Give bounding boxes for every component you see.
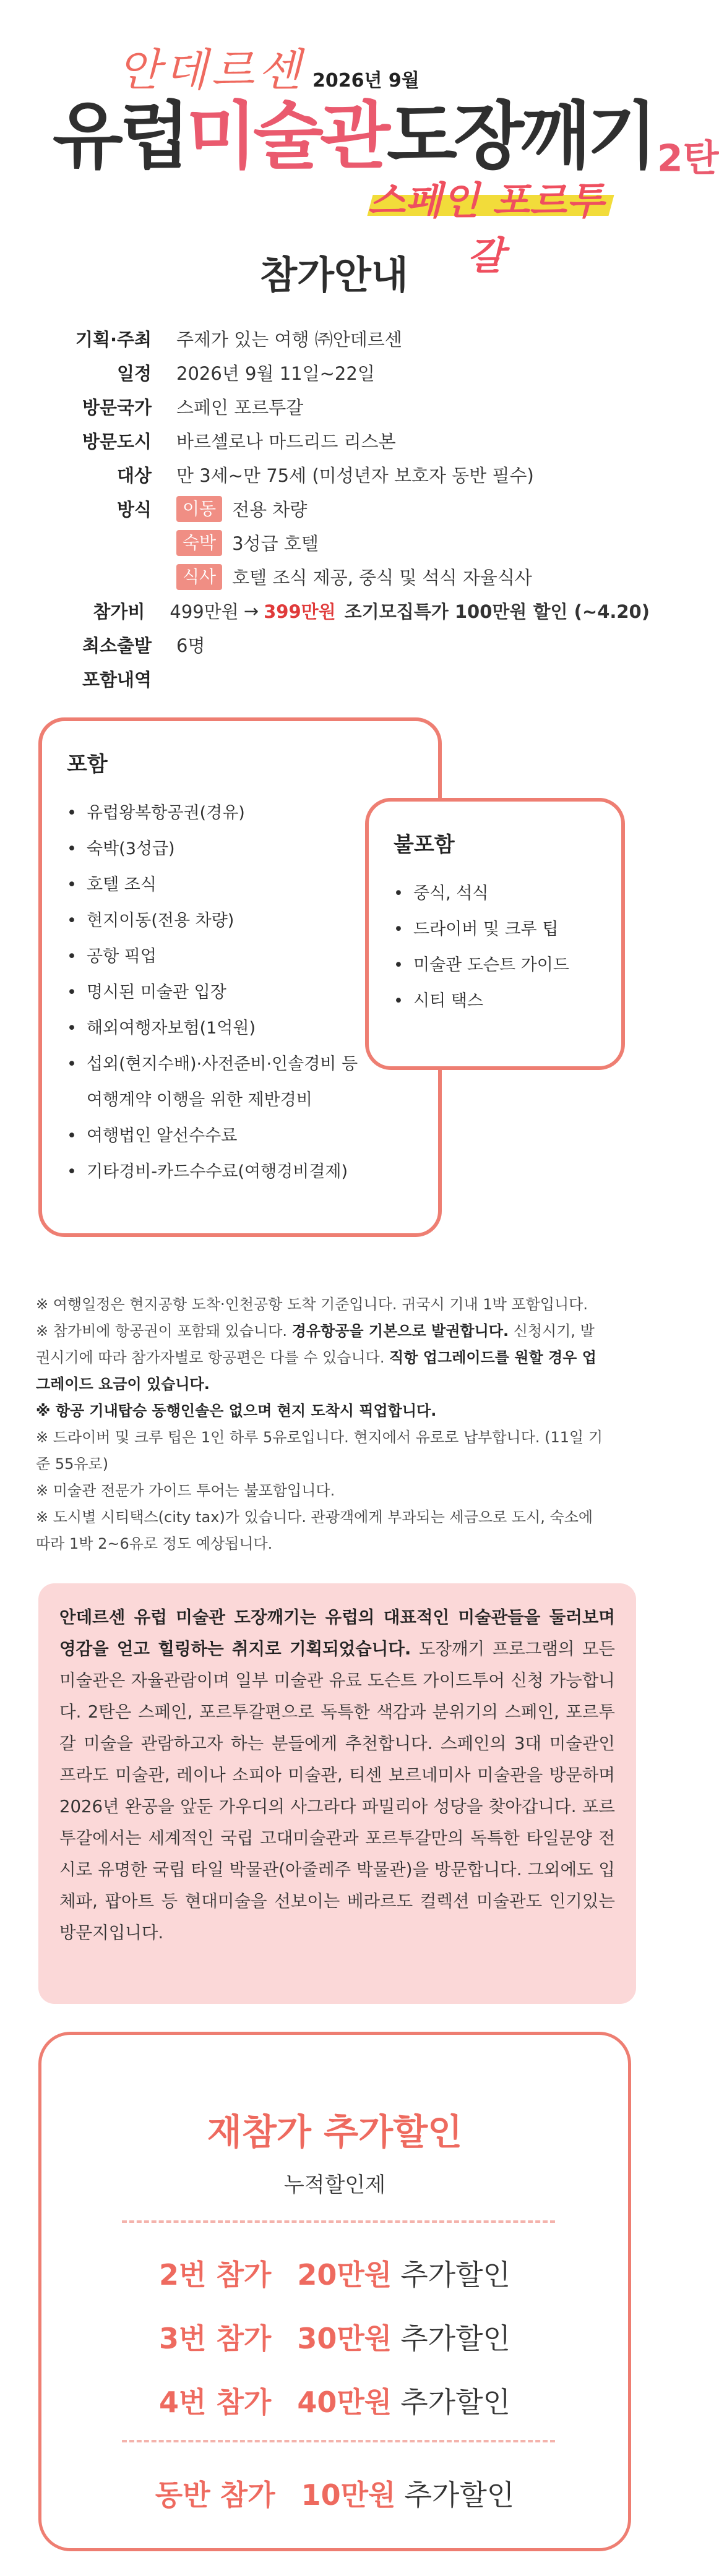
note-line: ※ 드라이버 및 크루 팁은 1인 하루 5유로입니다. 현지에서 유로로 납부합니다. (11일 기: [36, 1429, 603, 1446]
info-row-method: [31, 492, 650, 526]
info-row-included: [31, 662, 650, 696]
excluded-box: [365, 798, 625, 1070]
title-part-europe: 유럽: [53, 93, 186, 179]
promo-text: 조기모집특가 100만원 할인 (~4.20): [344, 601, 650, 622]
discount-suffix: 추가할인: [400, 2322, 510, 2355]
list-item: • 시티 택스: [394, 983, 604, 1019]
fee-value: [170, 598, 650, 623]
note-line: [36, 1371, 636, 1398]
title-part-museum: 미술관: [186, 93, 387, 179]
included-list: [67, 795, 413, 1082]
info-value: 바르셀로나 마드리드 리스본: [176, 431, 396, 452]
note-bold: 직항 업그레이드를 원할 경우 업: [389, 1349, 596, 1366]
list-item: • 해외여행자보험(1억원): [67, 1011, 413, 1046]
info-value: 주제가 있는 여행 ㈜안데르센: [176, 329, 402, 350]
info-label: 방문국가: [82, 397, 152, 418]
title-part-number: 2탄: [657, 137, 719, 181]
note-text: 신청시기, 발: [509, 1322, 595, 1340]
info-label: 방식: [116, 499, 152, 520]
discount-row-companion: [41, 2473, 628, 2514]
list-item: • 기타경비-카드수수료(여행경비결제): [67, 1154, 413, 1190]
note-line: [36, 1345, 636, 1371]
discount-count: 3번 참가: [159, 2322, 272, 2355]
method-text: 호텔 조식 제공, 중식 및 석식 자율식사: [232, 567, 532, 588]
note-line: 준 55유로): [36, 1455, 109, 1473]
discount-amount: 20만원: [297, 2258, 392, 2291]
info-row-method: [31, 526, 650, 560]
list-item: • 중식, 석식: [394, 876, 604, 912]
note-line: 따라 1박 2~6유로 정도 예상됩니다.: [36, 1535, 273, 1552]
included-heading: 포함: [67, 752, 108, 777]
note-line: ※ 도시별 시티택스(city tax)가 있습니다. 관광객에게 부과되는 세금으로 도시, 숙소에: [36, 1508, 593, 1526]
method-tag: 숙박: [176, 530, 222, 556]
info-label: 최소출발: [82, 635, 152, 656]
note-line: [36, 1398, 636, 1424]
discount-amount: 40만원: [297, 2386, 392, 2419]
info-label: 포함내역: [82, 669, 152, 690]
list-item: • 미술관 도슨트 가이드: [394, 948, 604, 983]
excluded-list: [394, 876, 604, 1019]
discount-suffix: 추가할인: [400, 2258, 510, 2291]
list-item: • 섭외(현지수배)·사전준비·인솔경비 등: [67, 1046, 413, 1082]
note-bold: 그레이드 요금이 있습니다.: [36, 1376, 210, 1393]
list-item: • 공항 픽업: [67, 939, 413, 975]
discount-heading: 재참가 추가할인: [207, 2111, 463, 2153]
discount-row: [41, 2253, 628, 2293]
list-item-continued: 여행계약 이행을 위한 제반경비: [87, 1090, 312, 1110]
year-month-label: 2026년 9월: [312, 70, 420, 92]
discount-suffix: 추가할인: [400, 2386, 510, 2419]
list-item: • 여행법인 알선수수료: [67, 1118, 413, 1154]
info-row-cities: [31, 424, 650, 458]
section-title: 참가안내: [260, 252, 408, 297]
info-row-organizer: [31, 322, 650, 356]
info-row-min-departure: [31, 628, 650, 662]
method-text: 전용 차량: [232, 499, 308, 520]
discount-box: [38, 2032, 631, 2551]
info-label: 참가비: [93, 601, 145, 622]
description-body: 도장깨기 프로그램의 모든 미술관은 자율관람이며 일부 미술관 유료 도슨트 가이드투어 신청 가능합니다. 2탄은 스페인, 포르투갈편으로 독특한 색감과 분위기의 스페인, 포르투갈 미술을 관람하고자 하는 분들에게 추천합니다. 스페인의 3대 미술관인 프라도 미술관, 레이나 소피아 미술관, 티센 보르네미사 미술관을 방문하며 2026년 완공을 앞둔 가우디의 사그라다 파밀리아 성당을 찾아갑니다. 포르투갈에서는 세계적인 국립 고대미술관과 포르투갈만의 독특한 타일문양 전시로 유명한 국립 타일 박물관(아줄레주 박물관)을 방문합니다. 그외에도 입체파, 팝아트 등 현대미술을 선보이는 베라르도 컬렉션 미술관도 인기있는 방문지입니다.: [59, 1639, 615, 1943]
list-item: • 호텔 조식: [67, 867, 413, 903]
method-item: [176, 496, 307, 522]
method-tag: 식사: [176, 564, 222, 590]
info-value: 스페인 포르투갈: [176, 397, 304, 418]
note-line: ※ 여행일정은 현지공항 도착·인천공항 도착 기준입니다. 귀국시 기내 1박 포함입니다.: [36, 1296, 588, 1313]
list-item: • 숙박(3성급): [67, 831, 413, 867]
note-text: 권시기에 따라 참가자별로 항공편은 다를 수 있습니다.: [36, 1349, 390, 1366]
brand-logo-text: 안데르센: [118, 44, 305, 96]
method-item: [176, 530, 319, 556]
info-value: 만 3세~만 75세 (미성년자 보호자 동반 필수): [176, 465, 534, 486]
discount-count: 2번 참가: [159, 2258, 272, 2291]
method-tag: 이동: [176, 496, 222, 522]
excluded-heading: 불포함: [394, 832, 455, 857]
description-bold: 안데르센 유럽 미술관 도장깨기는 유럽의 대표적인 미술관들을 둘러보며 영감을 얻고 힐링하는 취지로 기획되었습니다.: [59, 1607, 615, 1659]
list-item: • 유럽왕복항공권(경유): [67, 795, 413, 831]
dashed-divider: [122, 2220, 555, 2223]
dashed-divider: [122, 2440, 555, 2442]
info-label: 일정: [116, 363, 152, 384]
discount-amount: 10만원: [301, 2478, 396, 2512]
included-list-2: [67, 1118, 413, 1190]
new-price: 399만원: [264, 601, 336, 622]
arrow-icon: →: [243, 600, 259, 622]
note-bold: ※ 항공 기내탑승 동행인솔은 없으며 현지 도착시 픽업합니다.: [36, 1402, 437, 1419]
info-label: 방문도시: [82, 431, 152, 452]
info-value: 6명: [176, 635, 205, 656]
method-item: [176, 564, 532, 590]
discount-row: [41, 2316, 628, 2357]
old-price: 499만원: [170, 601, 239, 622]
info-row-schedule: [31, 356, 650, 390]
note-line: ※ 미술관 전문가 가이드 투어는 불포함입니다.: [36, 1482, 335, 1499]
info-value: 2026년 9월 11일~22일: [176, 363, 375, 384]
discount-count: 동반 참가: [155, 2478, 275, 2512]
list-item: • 드라이버 및 크루 팁: [394, 912, 604, 948]
note-line: [36, 1318, 636, 1345]
info-row-fee: [31, 594, 650, 628]
list-item: • 명시된 미술관 입장: [67, 975, 413, 1011]
info-row-countries: [31, 390, 650, 424]
discount-subheading: 누적할인제: [283, 2173, 386, 2197]
info-table: [31, 322, 650, 696]
note-bold: 경유항공을 기본으로 발권합니다.: [291, 1322, 509, 1340]
note-text: ※ 참가비에 항공권이 포함돼 있습니다.: [36, 1322, 292, 1340]
subtitle-banner: [353, 164, 613, 278]
discount-row: [41, 2380, 628, 2421]
info-label: 대상: [116, 465, 152, 486]
info-row-target: [31, 458, 650, 492]
discount-count: 4번 참가: [159, 2386, 272, 2419]
method-text: 3성급 호텔: [232, 533, 319, 554]
discount-suffix: 추가할인: [404, 2478, 515, 2512]
notes-section: [36, 1291, 636, 1557]
description-panel: [38, 1583, 636, 2004]
title-part-challenge: 도장깨기: [386, 93, 654, 179]
discount-amount: 30만원: [297, 2322, 392, 2355]
info-label: 기획·주최: [75, 329, 152, 350]
info-row-method: [31, 560, 650, 594]
list-item: • 현지이동(전용 차량): [67, 903, 413, 939]
subtitle-text: 스페인 포르투갈: [368, 178, 604, 278]
